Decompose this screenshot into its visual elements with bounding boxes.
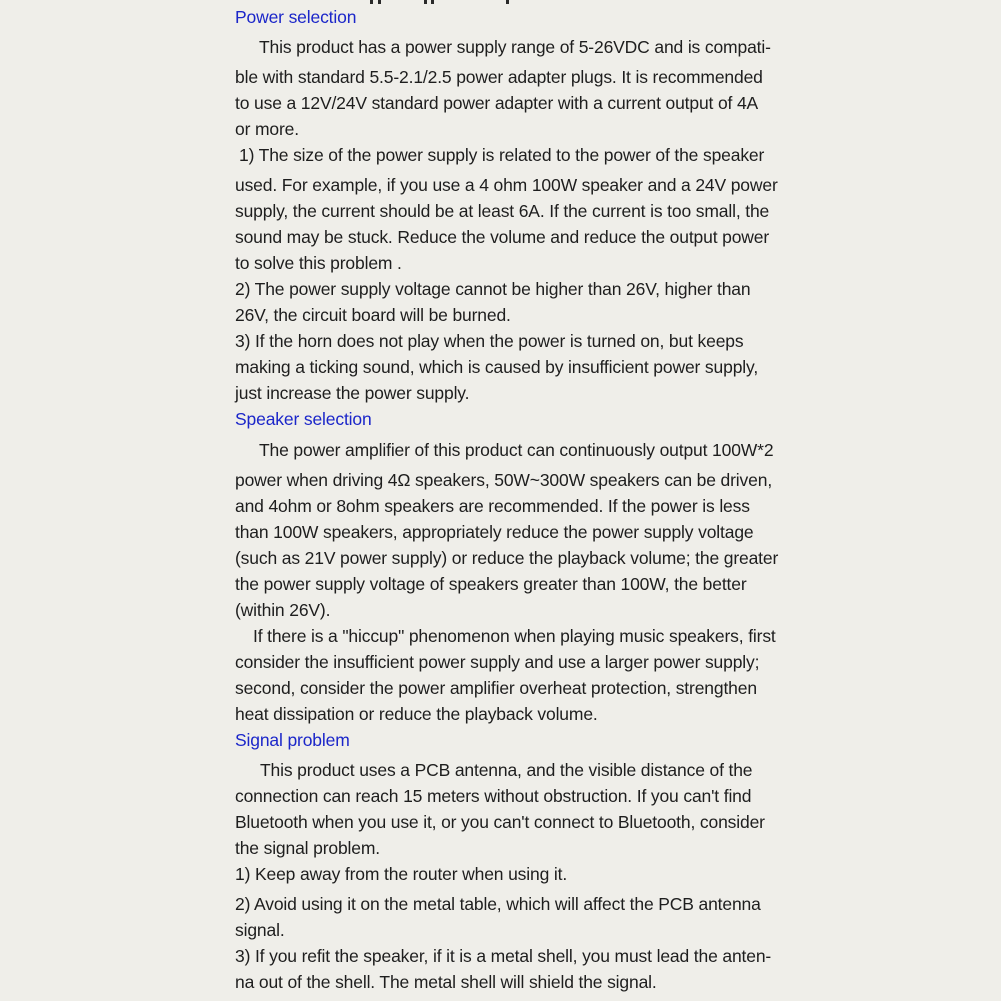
- text-line: 1) The size of the power supply is related to the power of the speaker: [239, 145, 765, 165]
- text-line: ble with standard 5.5-2.1/2.5 power adapter plugs. It is recommended: [235, 67, 763, 87]
- text-line: 2) Avoid using it on the metal table, which will affect the PCB antenna: [235, 894, 761, 914]
- section-heading-speaker-selection: Speaker selection: [235, 409, 372, 429]
- text-line: the power supply voltage of speakers greater than 100W, the better: [235, 574, 747, 594]
- text-line: connection can reach 15 meters without obstruction. If you can't find: [235, 786, 752, 806]
- text-line: 1) Keep away from the router when using it.: [235, 864, 568, 884]
- text-line: or more.: [235, 119, 299, 139]
- text-line: just increase the power supply.: [235, 383, 470, 403]
- text-line: (within 26V).: [235, 600, 331, 620]
- text-line: (such as 21V power supply) or reduce the playback volume; the greater: [235, 548, 779, 568]
- text-line: The power amplifier of this product can continuously output 100W*2: [259, 440, 774, 460]
- text-line: than 100W speakers, appropriately reduce the power supply voltage: [235, 522, 754, 542]
- text-line: Bluetooth when you use it, or you can't connect to Bluetooth, consider: [235, 812, 765, 832]
- text-line: power when driving 4Ω speakers, 50W~300W speakers can be driven,: [235, 470, 773, 490]
- text-line: to solve this problem .: [235, 253, 402, 273]
- text-line: supply, the current should be at least 6A. If the current is too small, the: [235, 201, 770, 221]
- text-line: used. For example, if you use a 4 ohm 100W speaker and a 24V power: [235, 175, 778, 195]
- text-line: consider the insufficient power supply and use a larger power supply;: [235, 652, 760, 672]
- text-line: 26V, the circuit board will be burned.: [235, 305, 511, 325]
- section-heading-signal-problem: Signal problem: [235, 730, 350, 750]
- section-heading-power-selection: Power selection: [235, 7, 357, 27]
- text-line: signal.: [235, 920, 285, 940]
- text-line: the signal problem.: [235, 838, 381, 858]
- text-line: second, consider the power amplifier overheat protection, strengthen: [235, 678, 757, 698]
- text-line: This product uses a PCB antenna, and the visible distance of the: [260, 760, 753, 780]
- text-line: heat dissipation or reduce the playback volume.: [235, 704, 598, 724]
- text-line: and 4ohm or 8ohm speakers are recommended. If the power is less: [235, 496, 750, 516]
- text-line: na out of the shell. The metal shell will shield the signal.: [235, 972, 657, 992]
- text-line: 3) If the horn does not play when the power is turned on, but keeps: [235, 331, 744, 351]
- text-line: If there is a "hiccup" phenomenon when playing music speakers, first: [253, 626, 776, 646]
- text-line: This product has a power supply range of 5-26VDC and is compati-: [259, 37, 771, 57]
- text-line: sound may be stuck. Reduce the volume and reduce the output power: [235, 227, 770, 247]
- document-content: [235, 4, 795, 995]
- text-line: 2) The power supply voltage cannot be higher than 26V, higher than: [235, 279, 751, 299]
- text-line: making a ticking sound, which is caused by insufficient power supply,: [235, 357, 759, 377]
- text-line: 3) If you refit the speaker, if it is a metal shell, you must lead the anten-: [235, 946, 772, 966]
- text-line: to use a 12V/24V standard power adapter with a current output of 4A: [235, 93, 759, 113]
